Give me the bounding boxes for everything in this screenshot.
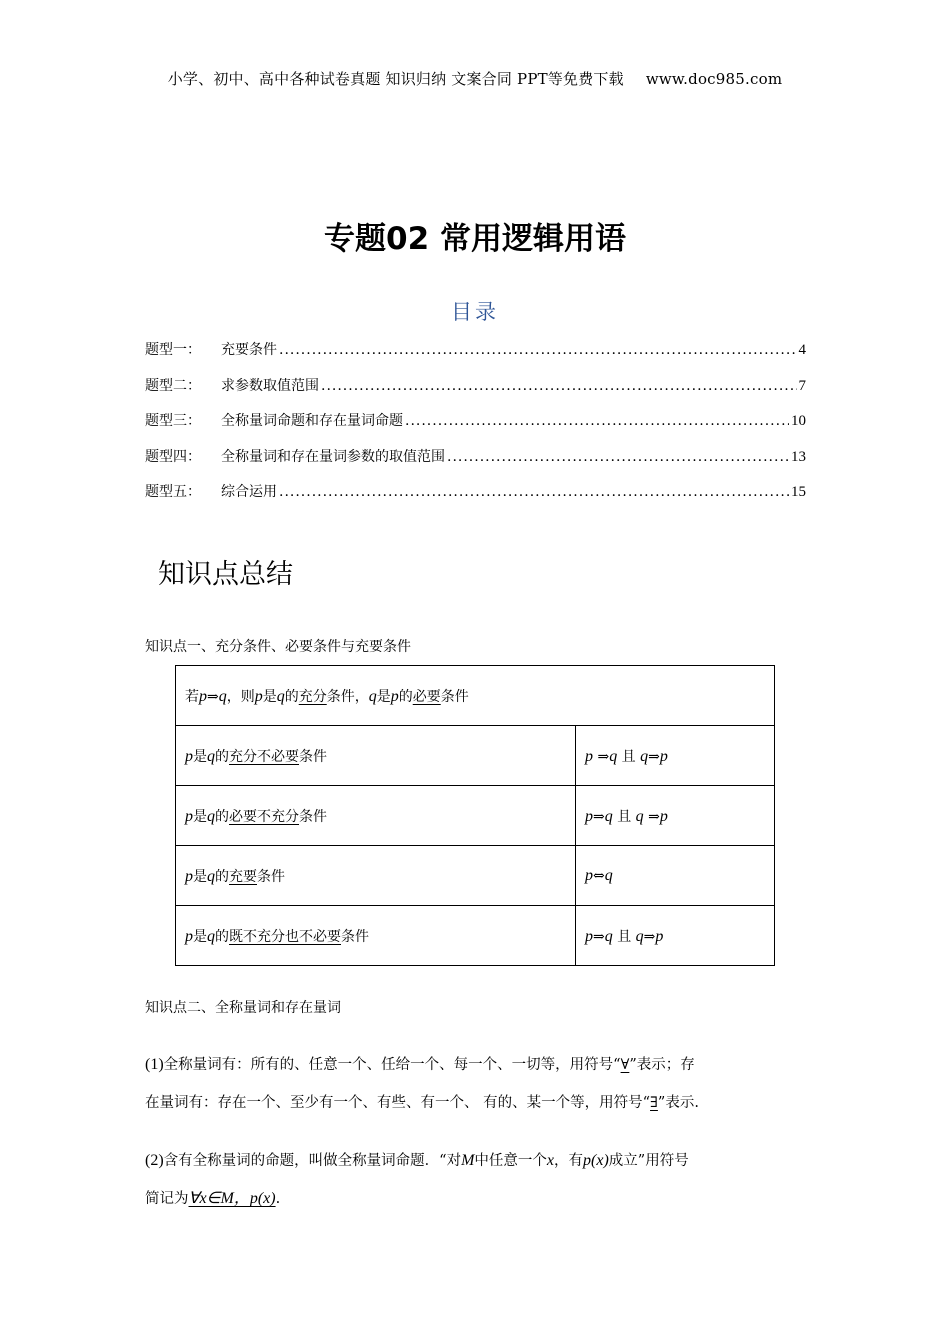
- toc-item[interactable]: [145, 410, 806, 446]
- toc-item[interactable]: [145, 339, 806, 375]
- kp2-title: 知识点二、全称量词和存在量词: [145, 1000, 341, 1016]
- page-title: 专题02 常用逻辑用语: [324, 221, 626, 257]
- condition-cell: p是q的充要条件: [176, 846, 576, 906]
- paragraph-universal-proposition: [145, 1142, 807, 1218]
- underlined-term: 必要不充分: [229, 808, 299, 825]
- kp1-title: 知识点一、充分条件、必要条件与充要条件: [145, 639, 411, 655]
- forall-symbol: ∀: [620, 1057, 630, 1073]
- text-line: (2)含有全称量词的命题，叫做全称量词命题．“对M中任意一个x，有p(x)成立”用符号: [145, 1152, 689, 1169]
- toc-item-page: 15: [791, 484, 806, 500]
- toc-leader-dots: [405, 413, 789, 429]
- toc-item[interactable]: [145, 375, 806, 411]
- conditions-table: [175, 665, 775, 966]
- section-title: 知识点总结: [158, 559, 293, 590]
- table-of-contents: [145, 339, 806, 517]
- underlined-term: 充分: [298, 688, 327, 705]
- toc-item-text: 全称量词命题和存在量词命题: [221, 413, 403, 429]
- exists-symbol: ∃: [650, 1095, 658, 1111]
- relation-cell: p⇔q: [576, 846, 775, 906]
- underlined-term: 充要: [229, 868, 257, 885]
- table-header-cell: 若p⇒q，则p是q的充分条件，q是p的必要条件: [176, 666, 775, 726]
- header-text: 小学、初中、高中各种试卷真题 知识归纳 文案合同 PPT等免费下载: [167, 70, 624, 88]
- paragraph-quantifiers: [145, 1046, 807, 1122]
- underlined-term: 既不充分也不必要: [229, 928, 341, 945]
- table-row: [176, 906, 775, 966]
- toc-item-text: 求参数取值范围: [221, 377, 319, 394]
- page-header: [0, 68, 950, 89]
- toc-item-page: 10: [791, 413, 806, 429]
- toc-item-label: 题型四：: [145, 448, 201, 465]
- toc-item-text: 综合运用: [221, 484, 277, 500]
- toc-leader-dots: [279, 342, 797, 358]
- condition-cell: p是q的充分不必要条件: [176, 726, 576, 786]
- condition-cell: p是q的既不充分也不必要条件: [176, 906, 576, 966]
- relation-cell: p⇒q 且 q⇒p: [576, 906, 775, 966]
- table-row: [176, 786, 775, 846]
- toc-item-page: 4: [798, 342, 806, 358]
- toc-leader-dots: [279, 484, 789, 500]
- header-site-link[interactable]: www.doc985.com: [645, 70, 783, 88]
- underlined-term: 必要: [412, 688, 441, 705]
- toc-item-label: 题型二：: [145, 377, 201, 394]
- table-row: [176, 726, 775, 786]
- toc-item[interactable]: [145, 481, 806, 517]
- toc-item-text: 全称量词和存在量词参数的取值范围: [221, 448, 445, 465]
- toc-leader-dots: [447, 449, 789, 465]
- condition-cell: p是q的必要不充分条件: [176, 786, 576, 846]
- toc-title: 目录: [451, 300, 499, 324]
- relation-cell: p⇒q 且 q ⇒p: [576, 786, 775, 846]
- toc-item-text: 充要条件: [221, 342, 277, 358]
- toc-item-label: 题型三：: [145, 413, 201, 429]
- toc-item-page: 7: [798, 377, 806, 394]
- text-line: 简记为∀x∈M，p(x).: [145, 1190, 281, 1207]
- text-line: 在量词有：存在一个、至少有一个、有些、有一个、 有的、某一个等，用符号“∃”表示.: [145, 1095, 699, 1111]
- toc-item-label: 题型五：: [145, 484, 201, 500]
- table-row: [176, 846, 775, 906]
- toc-item[interactable]: [145, 446, 806, 482]
- underlined-term: 充分不必要: [229, 748, 299, 765]
- universal-notation: ∀x∈M，p(x): [188, 1190, 276, 1207]
- toc-leader-dots: [321, 378, 797, 394]
- relation-cell: p ⇒q 且 q⇒p: [576, 726, 775, 786]
- toc-item-page: 13: [791, 448, 806, 465]
- table-row: [176, 666, 775, 726]
- toc-item-label: 题型一：: [145, 342, 201, 358]
- text-line: (1)全称量词有：所有的、任意一个、任给一个、每一个、一切等，用符号“∀”表示；存: [145, 1056, 695, 1073]
